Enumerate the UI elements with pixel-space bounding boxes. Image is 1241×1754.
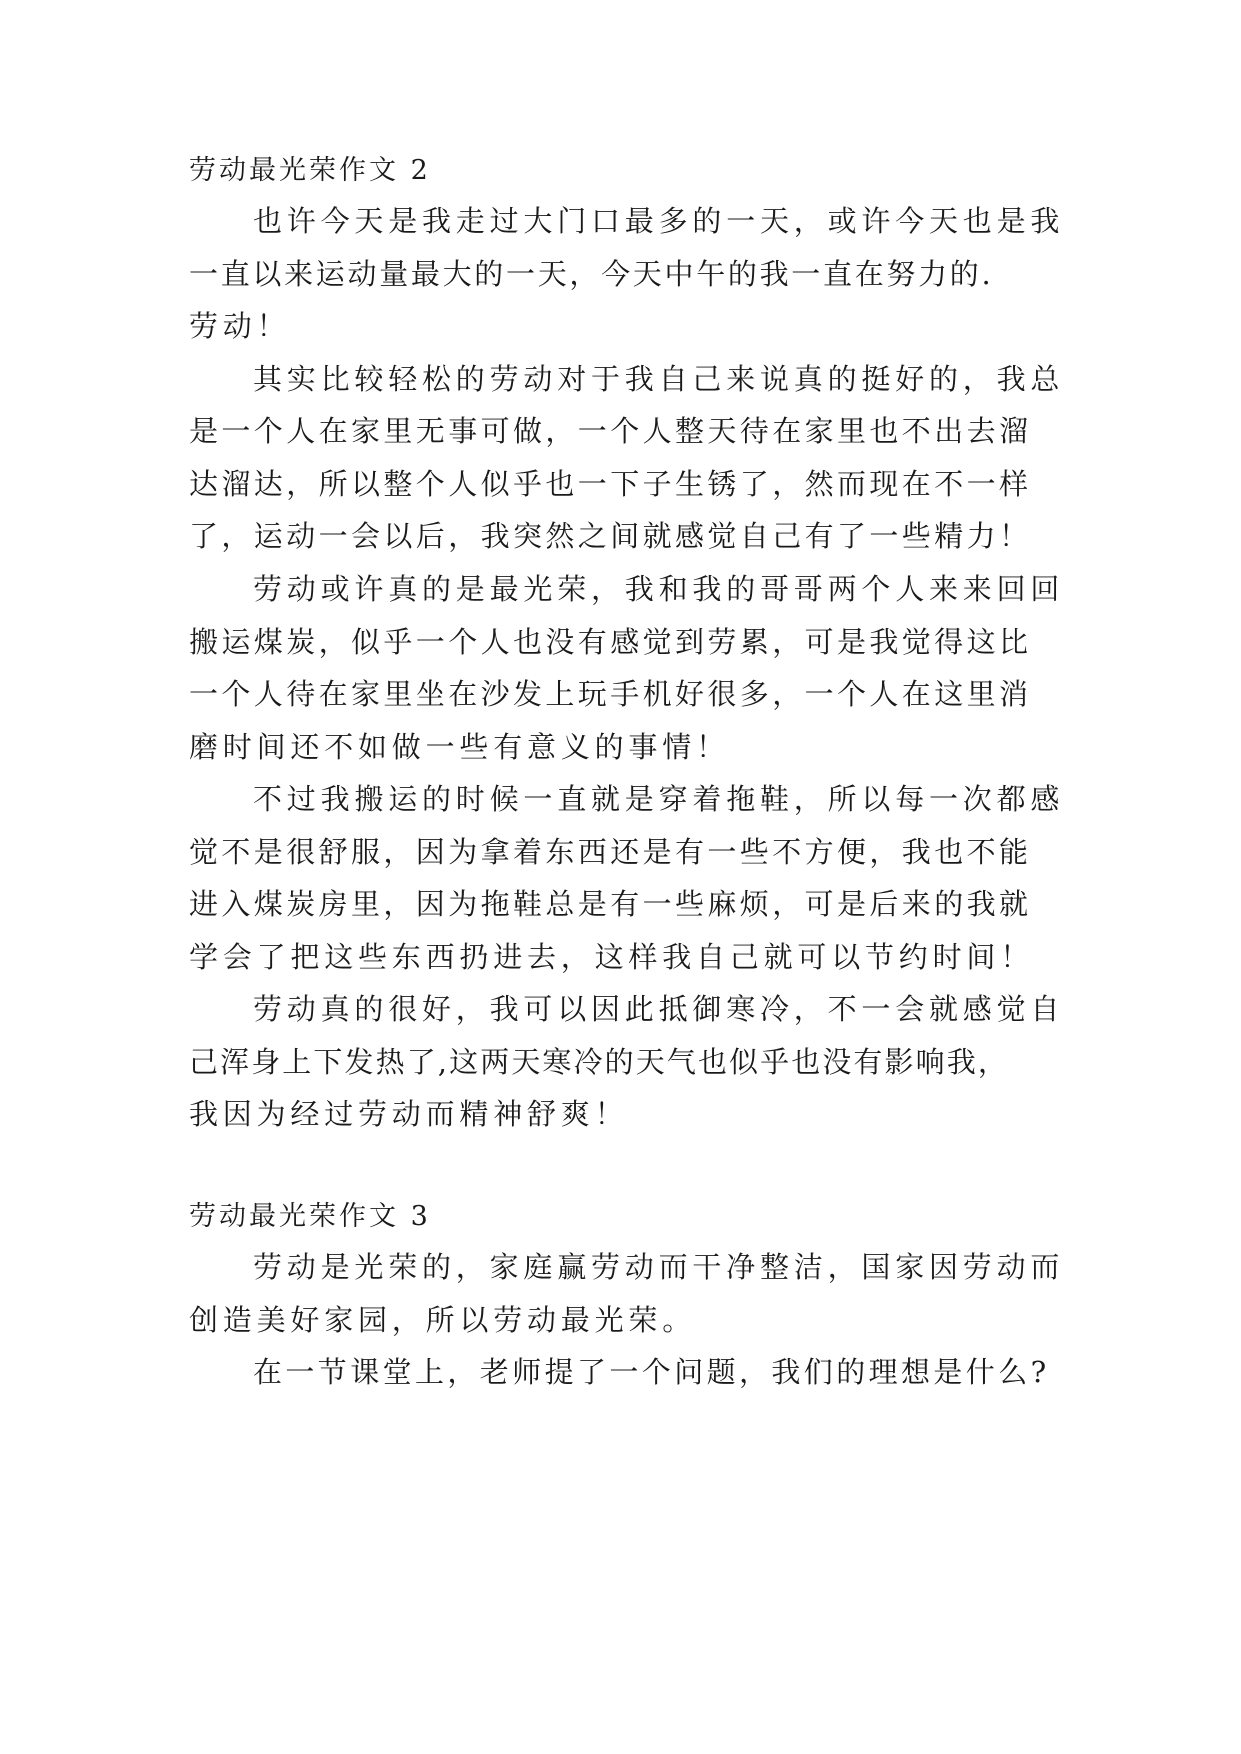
paragraph-line: 己浑身上下发热了,这两天寒冷的天气也似乎也没有影响我， bbox=[189, 1045, 1009, 1079]
paragraph-line: 学会了把这些东西扔进去，这样我自己就可以节约时间！ bbox=[189, 940, 1035, 974]
paragraph-line: 搬运煤炭，似乎一个人也没有感觉到劳累，可是我觉得这比 bbox=[189, 625, 1032, 659]
section-heading: 劳动最光荣作文 2 bbox=[189, 155, 431, 186]
paragraph-line: 创造美好家园，所以劳动最光荣。 bbox=[189, 1303, 697, 1337]
paragraph-line: 劳动或许真的是最光荣，我和我的哥哥两个人来来回回 bbox=[253, 572, 1065, 606]
paragraph-line: 达溜达，所以整个人似乎也一下子生锈了，然而现在不一样 bbox=[189, 467, 1032, 501]
paragraph-line: 不过我搬运的时候一直就是穿着拖鞋，所以每一次都感 bbox=[253, 782, 1065, 816]
paragraph-line: 进入煤炭房里，因为拖鞋总是有一些麻烦，可是后来的我就 bbox=[189, 887, 1032, 921]
paragraph-line: 也许今天是我走过大门口最多的一天，或许今天也是我 bbox=[253, 204, 1065, 238]
section-heading: 劳动最光荣作文 3 bbox=[189, 1201, 431, 1232]
paragraph-line: 了，运动一会以后，我突然之间就感觉自己有了一些精力！ bbox=[189, 519, 1032, 553]
paragraph-line: 是一个人在家里无事可做，一个人整天待在家里也不出去溜 bbox=[189, 414, 1032, 448]
paragraph-line: 一直以来运动量最大的一天，今天中午的我一直在努力的. bbox=[189, 257, 994, 291]
paragraph-line: 我因为经过劳动而精神舒爽！ bbox=[189, 1097, 629, 1131]
paragraph-line: 磨时间还不如做一些有意义的事情！ bbox=[189, 730, 730, 764]
paragraph-line: 劳动！ bbox=[189, 309, 291, 343]
paragraph-line: 觉不是很舒服，因为拿着东西还是有一些不方便，我也不能 bbox=[189, 835, 1032, 869]
paragraph-line: 劳动是光荣的，家庭赢劳动而干净整洁，国家因劳动而 bbox=[253, 1250, 1065, 1284]
paragraph-line: 劳动真的很好，我可以因此抵御寒冷，不一会就感觉自 bbox=[253, 992, 1065, 1026]
paragraph-line: 一个人待在家里坐在沙发上玩手机好很多，一个人在这里消 bbox=[189, 677, 1032, 711]
paragraph-line: 其实比较轻松的劳动对于我自己来说真的挺好的，我总 bbox=[253, 362, 1065, 396]
paragraph-line: 在一节课堂上，老师提了一个问题，我们的理想是什么? bbox=[253, 1355, 1050, 1389]
